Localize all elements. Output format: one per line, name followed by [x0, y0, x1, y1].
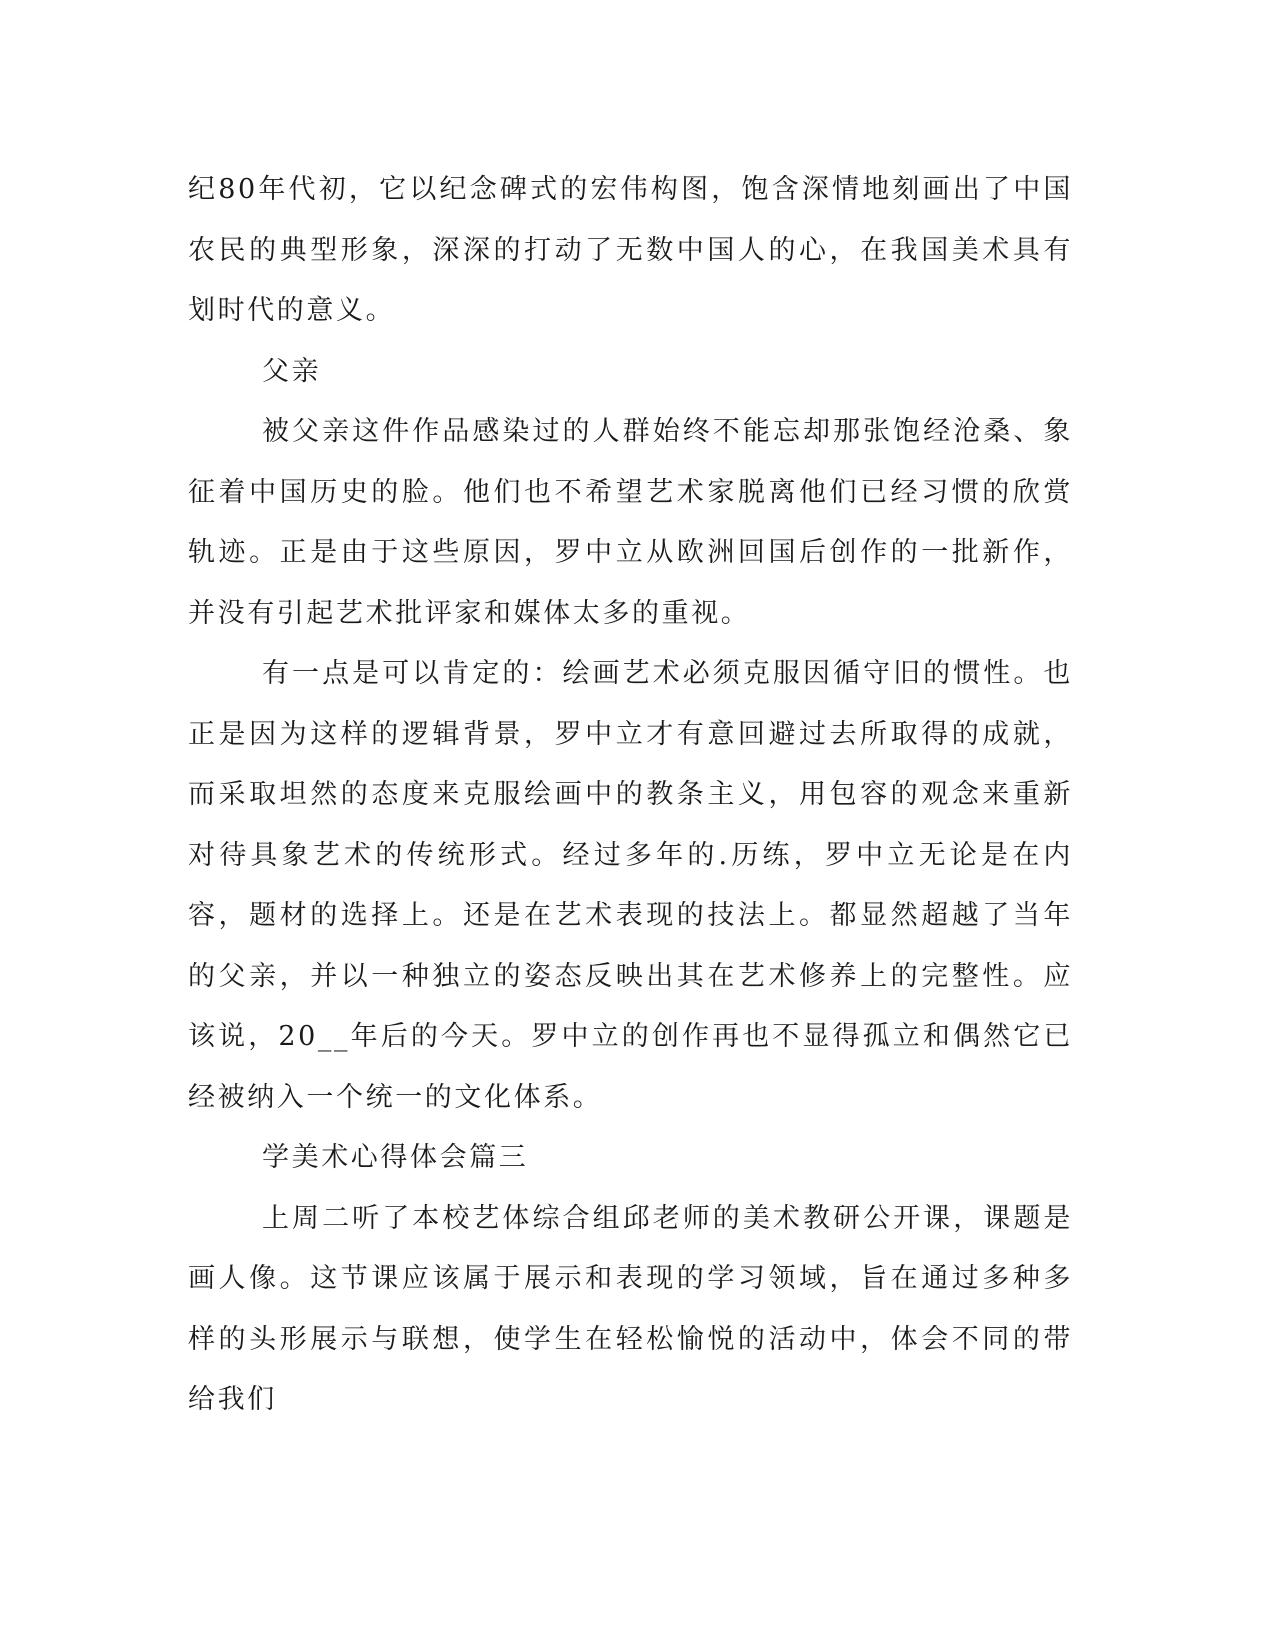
paragraph-art-lesson: 上周二听了本校艺体综合组邱老师的美术教研公开课，课题是画人像。这节课应该属于展示和表现的学习领域，旨在通过多种多样的头形展示与联想，使学生在轻松愉悦的活动中，体会不同的带给我们 [188, 1202, 1073, 1415]
paragraph-father-reception: 被父亲这件作品感染过的人群始终不能忘却那张饱经沧桑、象征着中国历史的脸。他们也不希望艺术家脱离他们已经习惯的欣赏轨迹。正是由于这些原因，罗中立从欧洲回国后创作的一批新作，并没有引起艺术批评家和媒体太多的重视。 [188, 416, 1073, 629]
document-body [188, 160, 1073, 1431]
section-heading-father: 父亲 [262, 355, 322, 387]
paragraph-luo-zhongli-development: 有一点是可以肯定的：绘画艺术必须克服因循守旧的惯性。也正是因为这样的逻辑背景，罗中立才有意回避过去所取得的成就，而采取坦然的态度来克服绘画中的教条主义，用包容的观念来重新对待具象艺术的传统形式。经过多年的.历练，罗中立无论是在内容，题材的选择上。还是在艺术表现的技法上。都显然超越了当年的父亲，并以一种独立的姿态反映出其在艺术修养上的完整性。应该说，20__年后的今天。罗中立的创作再也不显得孤立和偶然它已经被纳入一个统一的文化体系。 [188, 658, 1073, 1113]
section-heading-part-three: 学美术心得体会篇三 [262, 1142, 529, 1173]
paragraph-continuation: 纪80年代初，它以纪念碑式的宏伟构图，饱含深情地刻画出了中国农民的典型形象，深深的打动了无数中国人的心，在我国美术具有划时代的意义。 [188, 174, 1073, 326]
